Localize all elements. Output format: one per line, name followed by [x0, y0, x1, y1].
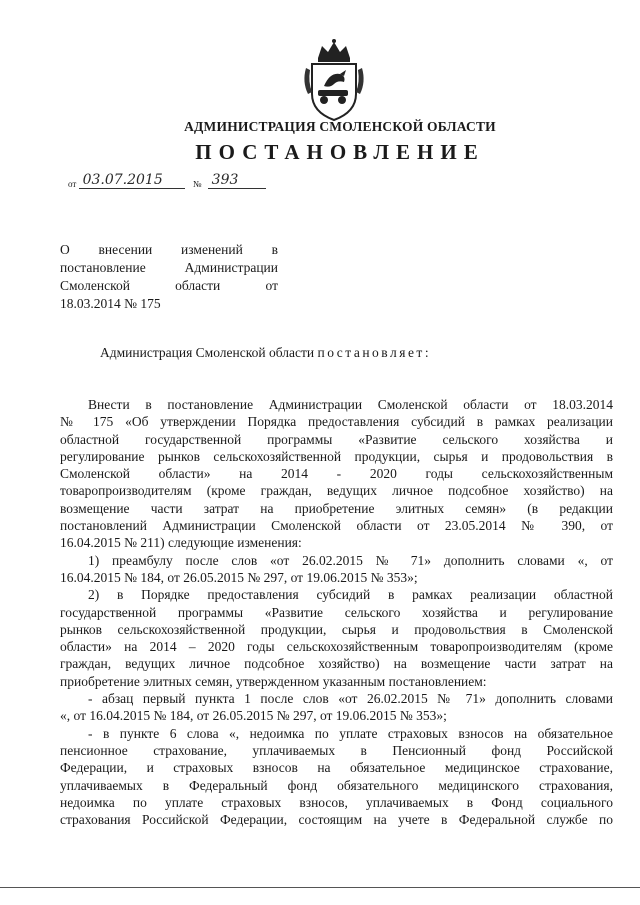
body-line: области» на 2014 – 2020 годы сельскохозяйственным товаропроизводителям (кроме: [60, 639, 613, 655]
body-line: государственной программы «Развитие сельского хозяйства и регулирование: [60, 604, 613, 620]
coat-of-arms-emblem: [300, 38, 368, 122]
body-line: 16.04.2015 № 211) следующие изменения:: [60, 535, 302, 551]
subject-line: Смоленской области от: [60, 278, 278, 293]
preamble-verb: постановляет:: [317, 345, 432, 360]
body-line: 16.04.2015 № 184, от 26.05.2015 № 297, от 19.06.2015 № 353»;: [60, 569, 418, 585]
body-line: недоимка по уплате страховых взносов, уплачиваемых в Фонд социального: [60, 794, 613, 810]
body-line: Внести в постановление Администрации Смоленской области от 18.03.2014: [88, 397, 613, 412]
preamble: [100, 345, 431, 361]
body-line: товаропроизводителям (кроме граждан, ведущих личное подсобное хозяйство) на: [60, 483, 613, 499]
body-line: областной государственной программы «Развитие сельского хозяйства и: [60, 431, 613, 447]
number-value: 393: [208, 172, 266, 189]
organization-title: АДМИНИСТРАЦИЯ СМОЛЕНСКОЙ ОБЛАСТИ: [184, 119, 496, 134]
body-line: 2) в Порядке предоставления субсидий в рамках реализации областной: [88, 587, 613, 603]
body-line: - абзац первый пункта 1 после слов «от 26.02.2015 № 71» дополнить словами: [88, 691, 613, 707]
body-line: 1) преамбулу после слов «от 26.02.2015 № 71» дополнить словами «, от: [88, 552, 613, 568]
page-bottom-rule: [0, 887, 640, 888]
number-label: №: [192, 179, 202, 189]
document-type-title: ПОСТАНОВЛЕНИЕ: [195, 140, 485, 164]
subject-line: постановление Администрации: [60, 260, 278, 275]
date-value: 03.07.2015: [79, 172, 185, 189]
body-line: страхования Российской Федерации, состоящим на учете в Федеральной службе по: [60, 812, 613, 828]
document-subject: [60, 241, 278, 313]
date-label: от: [68, 179, 77, 189]
body-line: граждан, ведущих личное подсобное хозяйство) на возмещение части затрат на: [60, 656, 613, 672]
body-line: Федерации, и страховых взносов на обязательное медицинское страхование,: [60, 760, 613, 776]
body-line: возмещение части затрат на приобретение элитных семян» (в редакции: [60, 500, 613, 516]
subject-line: 18.03.2014 № 175: [60, 296, 161, 311]
body-line: постановлений Администрации Смоленской области от 23.05.2014 № 390, от: [60, 518, 613, 534]
subject-line: О внесении изменений в: [60, 242, 278, 257]
body-line: уплачиваемых в Федеральный фонд обязательного медицинского страхования,: [60, 777, 613, 793]
body-line: пенсионное страхование, уплачиваемых в Пенсионный фонд Российской: [60, 742, 613, 758]
registration-line: [68, 172, 266, 192]
body-line: приобретение элитных семян, утвержденном указанным постановлением:: [60, 673, 487, 689]
body-line: рынков сельскохозяйственной продукции, сырья и продовольствия в Смоленской: [60, 621, 613, 637]
document-body: [60, 396, 613, 828]
body-line: «, от 16.04.2015 № 184, от 26.05.2015 № 297, от 19.06.2015 № 353»;: [60, 708, 447, 724]
body-line: регулирование рынков сельскохозяйственной продукции, сырья и продовольствия в: [60, 448, 613, 464]
preamble-prefix: Администрация Смоленской области: [100, 345, 318, 360]
body-line: Смоленской области» на 2014 - 2020 годы сельскохозяйственным: [60, 466, 613, 482]
body-line: - в пункте 6 слова «, недоимка по уплате страховых взносов на обязательное: [88, 725, 613, 741]
body-line: № 175 «Об утверждении Порядка предоставления субсидий в рамках реализации: [60, 414, 613, 430]
